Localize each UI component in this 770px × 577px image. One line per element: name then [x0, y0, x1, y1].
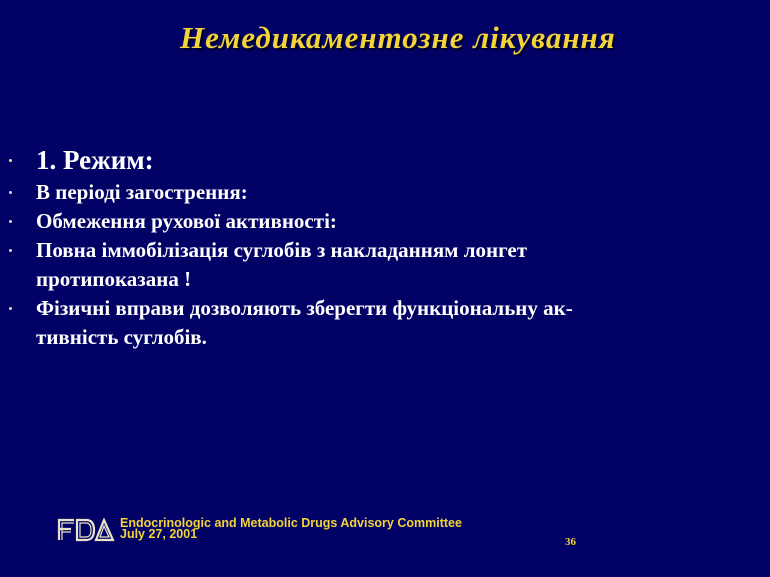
bullet-list [0, 142, 740, 352]
bullet-text: 1. Режим: [36, 145, 154, 175]
bullet-text: В періоді загострення: [36, 180, 248, 204]
bullet-text-line: протипоказана ! [36, 267, 192, 291]
slide-title: Немедикаментозне лікування [180, 20, 616, 55]
bullet-text-line: Фізичні вправи дозволяють зберегти функціональну ак- [36, 296, 573, 320]
bullet-icon [9, 249, 12, 252]
bullet-item [0, 142, 740, 178]
bullet-item [0, 294, 740, 352]
bullet-icon [9, 159, 12, 162]
bullet-icon [9, 220, 12, 223]
bullet-icon [9, 191, 12, 194]
fda-logo-icon [57, 518, 115, 547]
bullet-item [0, 178, 740, 207]
bullet-item [0, 236, 740, 294]
bullet-icon [9, 307, 12, 310]
page-number: 36 [565, 536, 576, 548]
footer [120, 518, 462, 540]
bullet-text-line: тивність суглобів. [36, 325, 207, 349]
bullet-item [0, 207, 740, 236]
bullet-text-line: Повна іммобілізація суглобів з накладанням лонгет [36, 238, 528, 262]
bullet-text: Обмеження рухової активності: [36, 209, 337, 233]
footer-date: July 27, 2001 [120, 527, 198, 541]
footer-committee: Endocrinologic and Metabolic Drugs Advisory Committee [120, 516, 462, 530]
